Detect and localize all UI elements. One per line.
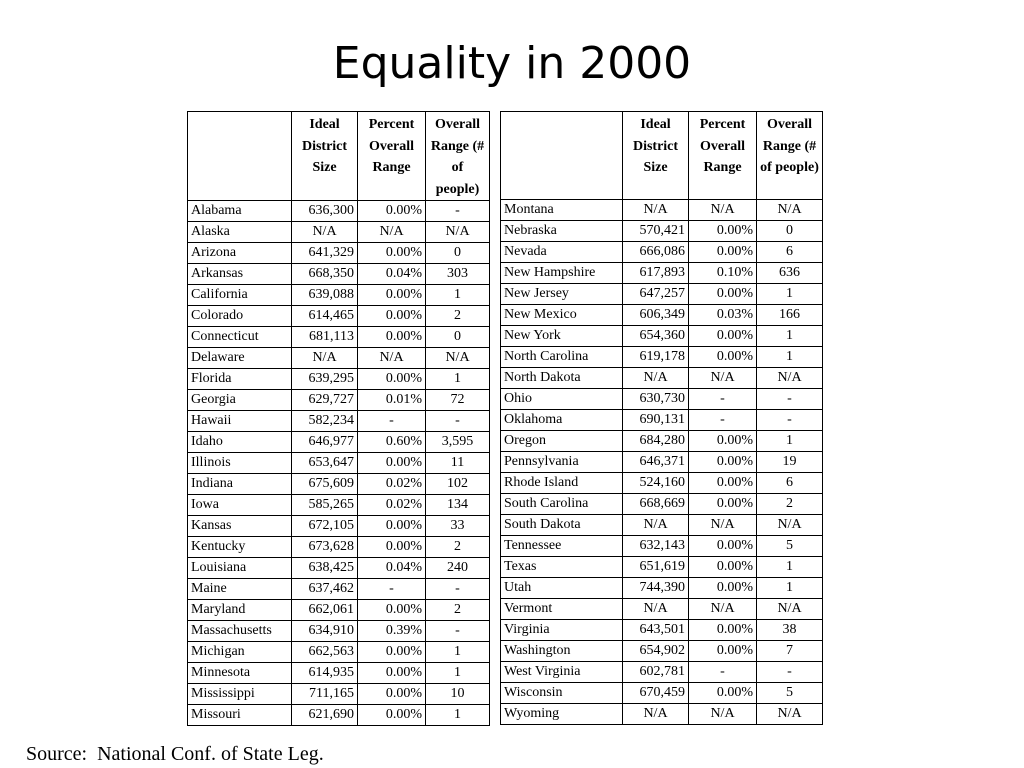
percent-overall-range-cell: N/A	[689, 599, 757, 620]
table-row	[188, 621, 490, 642]
table-row	[188, 285, 490, 306]
overall-range-cell: 240	[426, 558, 490, 579]
overall-range-cell: 3,595	[426, 432, 490, 453]
state-cell: Idaho	[188, 432, 292, 453]
ideal-district-size-cell: 582,234	[292, 411, 358, 432]
ideal-district-size-cell: N/A	[623, 515, 689, 536]
table-row	[501, 389, 823, 410]
state-cell: South Dakota	[501, 515, 623, 536]
state-cell: Connecticut	[188, 327, 292, 348]
table-row	[188, 411, 490, 432]
table-row	[188, 453, 490, 474]
overall-range-cell: 0	[757, 221, 823, 242]
table-row	[188, 516, 490, 537]
table-row	[501, 599, 823, 620]
state-cell: North Carolina	[501, 347, 623, 368]
percent-overall-range-cell: 0.04%	[358, 264, 426, 285]
ideal-district-size-cell: 524,160	[623, 473, 689, 494]
ideal-district-size-cell: 662,061	[292, 600, 358, 621]
percent-overall-range-cell: -	[689, 389, 757, 410]
overall-range-cell: 10	[426, 684, 490, 705]
overall-range-cell: 303	[426, 264, 490, 285]
table-row	[501, 431, 823, 452]
state-cell: New Mexico	[501, 305, 623, 326]
overall-range-cell: 33	[426, 516, 490, 537]
overall-range-cell: 2	[757, 494, 823, 515]
overall-range-cell: -	[757, 410, 823, 431]
table-row	[501, 683, 823, 704]
percent-overall-range-cell: -	[358, 411, 426, 432]
table-row	[501, 410, 823, 431]
table-row	[188, 390, 490, 411]
percent-overall-range-cell: 0.00%	[689, 473, 757, 494]
percent-overall-range-cell: 0.01%	[358, 390, 426, 411]
table-row	[501, 641, 823, 662]
ideal-district-size-cell: 639,295	[292, 369, 358, 390]
ideal-district-size-cell: 675,609	[292, 474, 358, 495]
ideal-district-size-cell: 614,465	[292, 306, 358, 327]
state-cell: Rhode Island	[501, 473, 623, 494]
overall-range-cell: N/A	[426, 348, 490, 369]
percent-overall-range-cell: 0.10%	[689, 263, 757, 284]
table-row	[188, 474, 490, 495]
state-cell: Hawaii	[188, 411, 292, 432]
table-row	[188, 705, 490, 726]
percent-overall-range-cell: -	[689, 662, 757, 683]
ideal-district-size-cell: 643,501	[623, 620, 689, 641]
overall-range-cell: 19	[757, 452, 823, 473]
ideal-district-size-cell: 668,350	[292, 264, 358, 285]
table-row	[501, 473, 823, 494]
overall-range-cell: 6	[757, 242, 823, 263]
table-row	[188, 663, 490, 684]
ideal-district-size-cell: 621,690	[292, 705, 358, 726]
percent-overall-range-cell: -	[358, 579, 426, 600]
state-cell: Missouri	[188, 705, 292, 726]
ideal-district-size-cell: N/A	[623, 599, 689, 620]
percent-overall-range-cell: 0.00%	[358, 537, 426, 558]
table-row	[188, 684, 490, 705]
table-row	[501, 452, 823, 473]
table-row	[188, 495, 490, 516]
overall-range-cell: 2	[426, 600, 490, 621]
header-state	[501, 112, 623, 200]
overall-range-cell: N/A	[757, 515, 823, 536]
ideal-district-size-cell: 711,165	[292, 684, 358, 705]
table-row	[501, 326, 823, 347]
percent-overall-range-cell: 0.04%	[358, 558, 426, 579]
percent-overall-range-cell: 0.00%	[689, 683, 757, 704]
state-cell: North Dakota	[501, 368, 623, 389]
state-cell: Massachusetts	[188, 621, 292, 642]
table-row	[188, 264, 490, 285]
overall-range-cell: 7	[757, 641, 823, 662]
ideal-district-size-cell: 617,893	[623, 263, 689, 284]
table-row	[501, 515, 823, 536]
state-cell: Michigan	[188, 642, 292, 663]
state-cell: Mississippi	[188, 684, 292, 705]
percent-overall-range-cell: N/A	[358, 348, 426, 369]
state-cell: Texas	[501, 557, 623, 578]
ideal-district-size-cell: 646,371	[623, 452, 689, 473]
percent-overall-range-cell: 0.02%	[358, 495, 426, 516]
header-percent-overall-range: Percent Overall Range	[358, 112, 426, 201]
state-cell: Wyoming	[501, 704, 623, 725]
table-row	[188, 201, 490, 222]
ideal-district-size-cell: 670,459	[623, 683, 689, 704]
ideal-district-size-cell: N/A	[623, 200, 689, 221]
ideal-district-size-cell: 681,113	[292, 327, 358, 348]
state-cell: Oregon	[501, 431, 623, 452]
overall-range-cell: 5	[757, 683, 823, 704]
overall-range-cell: 1	[757, 347, 823, 368]
state-cell: Kentucky	[188, 537, 292, 558]
ideal-district-size-cell: 744,390	[623, 578, 689, 599]
percent-overall-range-cell: 0.00%	[358, 663, 426, 684]
state-cell: New York	[501, 326, 623, 347]
percent-overall-range-cell: 0.03%	[689, 305, 757, 326]
ideal-district-size-cell: 606,349	[623, 305, 689, 326]
state-cell: South Carolina	[501, 494, 623, 515]
ideal-district-size-cell: 647,257	[623, 284, 689, 305]
overall-range-cell: 1	[757, 326, 823, 347]
overall-range-cell: N/A	[426, 222, 490, 243]
header-ideal-district-size: Ideal District Size	[292, 112, 358, 201]
state-cell: Pennsylvania	[501, 452, 623, 473]
state-cell: Vermont	[501, 599, 623, 620]
state-cell: Louisiana	[188, 558, 292, 579]
ideal-district-size-cell: 654,360	[623, 326, 689, 347]
state-cell: Indiana	[188, 474, 292, 495]
percent-overall-range-cell: 0.00%	[358, 327, 426, 348]
table-row	[188, 432, 490, 453]
ideal-district-size-cell: 570,421	[623, 221, 689, 242]
percent-overall-range-cell: 0.00%	[358, 201, 426, 222]
table-row	[501, 368, 823, 389]
overall-range-cell: 11	[426, 453, 490, 474]
overall-range-cell: 72	[426, 390, 490, 411]
ideal-district-size-cell: 638,425	[292, 558, 358, 579]
percent-overall-range-cell: 0.00%	[689, 431, 757, 452]
percent-overall-range-cell: 0.00%	[358, 600, 426, 621]
overall-range-cell: -	[426, 579, 490, 600]
overall-range-cell: 0	[426, 243, 490, 264]
ideal-district-size-cell: 637,462	[292, 579, 358, 600]
overall-range-cell: 1	[757, 284, 823, 305]
percent-overall-range-cell: 0.02%	[358, 474, 426, 495]
percent-overall-range-cell: N/A	[689, 704, 757, 725]
overall-range-cell: 1	[426, 705, 490, 726]
percent-overall-range-cell: 0.00%	[358, 516, 426, 537]
overall-range-cell: 5	[757, 536, 823, 557]
district-table-right	[500, 111, 823, 725]
overall-range-cell: 1	[426, 285, 490, 306]
state-cell: Utah	[501, 578, 623, 599]
overall-range-cell: -	[757, 662, 823, 683]
ideal-district-size-cell: 673,628	[292, 537, 358, 558]
table-row	[501, 578, 823, 599]
percent-overall-range-cell: 0.00%	[689, 536, 757, 557]
source-note: Source: National Conf. of State Leg.	[26, 743, 324, 765]
ideal-district-size-cell: 630,730	[623, 389, 689, 410]
percent-overall-range-cell: 0.00%	[358, 684, 426, 705]
table-row	[501, 305, 823, 326]
table-row	[501, 557, 823, 578]
overall-range-cell: 134	[426, 495, 490, 516]
ideal-district-size-cell: N/A	[623, 704, 689, 725]
table-row	[188, 243, 490, 264]
state-cell: Virginia	[501, 620, 623, 641]
ideal-district-size-cell: 654,902	[623, 641, 689, 662]
table-row	[501, 620, 823, 641]
percent-overall-range-cell: N/A	[689, 515, 757, 536]
table-row	[188, 579, 490, 600]
ideal-district-size-cell: 668,669	[623, 494, 689, 515]
overall-range-cell: N/A	[757, 200, 823, 221]
state-cell: West Virginia	[501, 662, 623, 683]
percent-overall-range-cell: 0.00%	[358, 285, 426, 306]
state-cell: Washington	[501, 641, 623, 662]
overall-range-cell: 1	[757, 557, 823, 578]
header-state	[188, 112, 292, 201]
overall-range-cell: -	[426, 201, 490, 222]
ideal-district-size-cell: 639,088	[292, 285, 358, 306]
slide-title: Equality in 2000	[332, 38, 692, 89]
overall-range-cell: -	[757, 389, 823, 410]
state-cell: Minnesota	[188, 663, 292, 684]
ideal-district-size-cell: 651,619	[623, 557, 689, 578]
state-cell: Ohio	[501, 389, 623, 410]
ideal-district-size-cell: 602,781	[623, 662, 689, 683]
ideal-district-size-cell: N/A	[292, 222, 358, 243]
overall-range-cell: 2	[426, 306, 490, 327]
ideal-district-size-cell: 690,131	[623, 410, 689, 431]
overall-range-cell: 102	[426, 474, 490, 495]
table-row	[188, 222, 490, 243]
table-row	[501, 263, 823, 284]
percent-overall-range-cell: 0.00%	[358, 453, 426, 474]
percent-overall-range-cell: N/A	[689, 200, 757, 221]
percent-overall-range-cell: 0.00%	[689, 284, 757, 305]
table-row	[188, 348, 490, 369]
overall-range-cell: N/A	[757, 704, 823, 725]
percent-overall-range-cell: 0.00%	[689, 641, 757, 662]
overall-range-cell: 38	[757, 620, 823, 641]
state-cell: Alabama	[188, 201, 292, 222]
ideal-district-size-cell: 614,935	[292, 663, 358, 684]
ideal-district-size-cell: 666,086	[623, 242, 689, 263]
ideal-district-size-cell: 585,265	[292, 495, 358, 516]
percent-overall-range-cell: N/A	[358, 222, 426, 243]
percent-overall-range-cell: 0.60%	[358, 432, 426, 453]
ideal-district-size-cell: N/A	[292, 348, 358, 369]
ideal-district-size-cell: 619,178	[623, 347, 689, 368]
table-row	[188, 327, 490, 348]
percent-overall-range-cell: 0.00%	[358, 243, 426, 264]
state-cell: Wisconsin	[501, 683, 623, 704]
percent-overall-range-cell: -	[689, 410, 757, 431]
header-overall-range: Overall Range (# of people)	[757, 112, 823, 200]
ideal-district-size-cell: 641,329	[292, 243, 358, 264]
overall-range-cell: 166	[757, 305, 823, 326]
state-cell: Arkansas	[188, 264, 292, 285]
header-ideal-district-size: Ideal District Size	[623, 112, 689, 200]
percent-overall-range-cell: 0.00%	[689, 452, 757, 473]
table-row	[501, 221, 823, 242]
state-cell: New Jersey	[501, 284, 623, 305]
state-cell: Nebraska	[501, 221, 623, 242]
state-cell: California	[188, 285, 292, 306]
state-cell: Montana	[501, 200, 623, 221]
ideal-district-size-cell: 662,563	[292, 642, 358, 663]
state-cell: Florida	[188, 369, 292, 390]
overall-range-cell: 2	[426, 537, 490, 558]
overall-range-cell: 636	[757, 263, 823, 284]
ideal-district-size-cell: 653,647	[292, 453, 358, 474]
percent-overall-range-cell: 0.00%	[689, 557, 757, 578]
overall-range-cell: N/A	[757, 599, 823, 620]
table-row	[188, 306, 490, 327]
overall-range-cell: -	[426, 621, 490, 642]
state-cell: Illinois	[188, 453, 292, 474]
table-row	[188, 537, 490, 558]
state-cell: Alaska	[188, 222, 292, 243]
percent-overall-range-cell: N/A	[689, 368, 757, 389]
state-cell: Delaware	[188, 348, 292, 369]
table-row	[501, 536, 823, 557]
table-row	[188, 600, 490, 621]
state-cell: Maine	[188, 579, 292, 600]
percent-overall-range-cell: 0.00%	[358, 369, 426, 390]
state-cell: Oklahoma	[501, 410, 623, 431]
table-row	[501, 347, 823, 368]
percent-overall-range-cell: 0.00%	[689, 326, 757, 347]
overall-range-cell: N/A	[757, 368, 823, 389]
percent-overall-range-cell: 0.00%	[689, 620, 757, 641]
overall-range-cell: -	[426, 411, 490, 432]
overall-range-cell: 6	[757, 473, 823, 494]
state-cell: Kansas	[188, 516, 292, 537]
ideal-district-size-cell: 684,280	[623, 431, 689, 452]
percent-overall-range-cell: 0.00%	[689, 242, 757, 263]
overall-range-cell: 1	[757, 431, 823, 452]
percent-overall-range-cell: 0.00%	[358, 705, 426, 726]
state-cell: Iowa	[188, 495, 292, 516]
state-cell: Maryland	[188, 600, 292, 621]
table-row	[501, 662, 823, 683]
table-row	[501, 704, 823, 725]
state-cell: Arizona	[188, 243, 292, 264]
percent-overall-range-cell: 0.00%	[689, 578, 757, 599]
ideal-district-size-cell: 646,977	[292, 432, 358, 453]
table-row	[501, 200, 823, 221]
percent-overall-range-cell: 0.00%	[689, 221, 757, 242]
percent-overall-range-cell: 0.00%	[358, 306, 426, 327]
header-row	[188, 112, 490, 201]
header-percent-overall-range: Percent Overall Range	[689, 112, 757, 200]
state-cell: New Hampshire	[501, 263, 623, 284]
header-row	[501, 112, 823, 200]
table-row	[188, 558, 490, 579]
table-row	[501, 284, 823, 305]
percent-overall-range-cell: 0.00%	[689, 347, 757, 368]
state-cell: Colorado	[188, 306, 292, 327]
header-overall-range: Overall Range (# of people)	[426, 112, 490, 201]
table-row	[188, 369, 490, 390]
percent-overall-range-cell: 0.00%	[358, 642, 426, 663]
overall-range-cell: 1	[757, 578, 823, 599]
overall-range-cell: 1	[426, 663, 490, 684]
table-row	[501, 494, 823, 515]
percent-overall-range-cell: 0.00%	[689, 494, 757, 515]
ideal-district-size-cell: 672,105	[292, 516, 358, 537]
state-cell: Georgia	[188, 390, 292, 411]
overall-range-cell: 0	[426, 327, 490, 348]
state-cell: Tennessee	[501, 536, 623, 557]
ideal-district-size-cell: 636,300	[292, 201, 358, 222]
ideal-district-size-cell: N/A	[623, 368, 689, 389]
ideal-district-size-cell: 632,143	[623, 536, 689, 557]
table-row	[188, 642, 490, 663]
overall-range-cell: 1	[426, 642, 490, 663]
ideal-district-size-cell: 634,910	[292, 621, 358, 642]
overall-range-cell: 1	[426, 369, 490, 390]
table-row	[501, 242, 823, 263]
state-cell: Nevada	[501, 242, 623, 263]
percent-overall-range-cell: 0.39%	[358, 621, 426, 642]
district-table-left	[187, 111, 490, 726]
ideal-district-size-cell: 629,727	[292, 390, 358, 411]
